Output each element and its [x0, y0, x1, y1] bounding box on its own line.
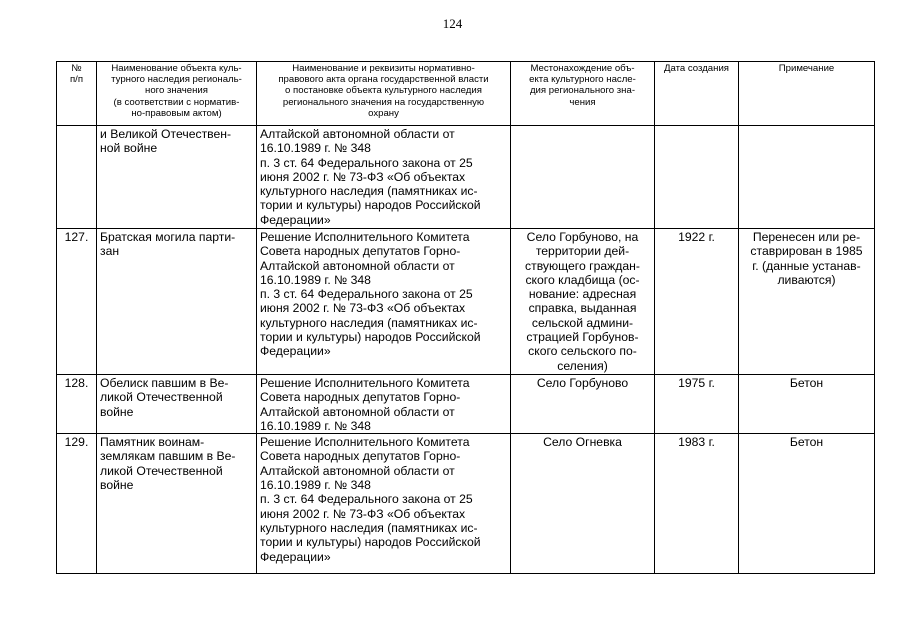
- text-line: Решение Исполнительного Комитета: [260, 435, 470, 450]
- text-line: страцией Горбунов-: [526, 330, 639, 345]
- legal-act: [257, 434, 511, 574]
- text-line: войне: [100, 478, 134, 493]
- text-line: ливаются): [777, 272, 836, 287]
- text-line: Решение Исполнительного Комитета: [260, 376, 470, 390]
- creation-date: 1975 г.: [655, 375, 739, 434]
- text-line: Дата создания: [663, 63, 729, 74]
- text-line: Наименование и реквизиты нормативно-: [292, 63, 475, 74]
- row-number: 128.: [57, 375, 97, 434]
- creation-date: [655, 126, 739, 229]
- text-line: культурного наследия (памятниках ис-: [260, 315, 478, 330]
- header-location: [511, 62, 655, 126]
- legal-act: [257, 375, 511, 434]
- text-line: ского кладбища (ос-: [525, 272, 640, 287]
- text-line: войне: [100, 404, 134, 419]
- object-name: [97, 229, 257, 375]
- location: [511, 434, 655, 574]
- text-line: Наименование объекта куль-: [111, 63, 242, 74]
- text-line: ликой Отечественной: [100, 463, 223, 478]
- text-line: Бетон: [789, 435, 824, 450]
- heritage-objects-table: [56, 61, 875, 574]
- text-line: тории и культуры) народов Российской: [260, 330, 481, 345]
- legal-act: [257, 126, 511, 229]
- row-number: 127.: [57, 229, 97, 375]
- text-line: Федерации»: [260, 344, 331, 359]
- text-line: Алтайской автономной области от: [260, 463, 455, 478]
- text-line: о постановке объекта культурного наследия: [285, 85, 482, 97]
- page-number: 124: [442, 16, 463, 31]
- header-object-name: [97, 62, 257, 126]
- header-creation-date: [655, 62, 739, 126]
- text-line: Бетон: [789, 376, 824, 390]
- text-line: тории и культуры) народов Российской: [260, 535, 481, 550]
- creation-date: 1983 г.: [655, 434, 739, 574]
- text-line: сельской админи-: [531, 315, 634, 330]
- text-line: ного значения: [145, 85, 208, 97]
- text-line: правового акта органа государственной власти: [278, 74, 489, 86]
- text-line: Федерации»: [260, 549, 331, 564]
- text-line: п. 3 ст. 64 Федерального закона от 25: [260, 287, 473, 302]
- object-name: [97, 375, 257, 434]
- text-line: Село Горбуново, на: [526, 230, 639, 244]
- table-row: [57, 434, 875, 574]
- text-line: Село Огневка: [543, 435, 622, 450]
- text-line: 16.10.1989 г. № 348: [260, 418, 371, 433]
- text-line: тории и культуры) народов Российской: [260, 198, 481, 213]
- note: [739, 126, 875, 229]
- creation-date: 1922 г.: [655, 229, 739, 375]
- text-line: культурного наследия (памятниках ис-: [260, 520, 478, 535]
- text-line: ского сельского по-: [528, 344, 637, 359]
- text-line: Село Горбуново: [536, 376, 629, 390]
- text-line: екта культурного насле-: [529, 74, 636, 86]
- text-line: чения: [569, 96, 596, 108]
- note: [739, 229, 875, 375]
- text-line: регионального значения на государственную: [282, 96, 485, 108]
- text-line: июня 2002 г. № 73-ФЗ «Об объектах: [260, 301, 466, 316]
- note: [739, 375, 875, 434]
- text-line: ной войне: [100, 141, 158, 156]
- text-line: Братская могила парти-: [100, 230, 236, 244]
- text-line: селения): [557, 358, 608, 373]
- row-number: 129.: [57, 434, 97, 574]
- table-row: [57, 375, 875, 434]
- text-line: Решение Исполнительного Комитета: [260, 230, 470, 244]
- text-line: июня 2002 г. № 73-ФЗ «Об объектах: [260, 169, 466, 184]
- text-line: Федерации»: [260, 212, 331, 227]
- note: [739, 434, 875, 574]
- text-line: июня 2002 г. № 73-ФЗ «Об объектах: [260, 506, 466, 521]
- text-line: и Великой Отечествен-: [100, 127, 232, 141]
- text-line: ставрирован в 1985: [750, 244, 863, 259]
- text-line: территории дей-: [535, 244, 630, 259]
- row-number: [57, 126, 97, 229]
- location: [511, 375, 655, 434]
- header-legal-act: [257, 62, 511, 126]
- text-line: ликой Отечественной: [100, 390, 223, 405]
- table-row: [57, 126, 875, 229]
- text-line: ствующего граждан-: [525, 258, 640, 273]
- text-line: Совета народных депутатов Горно-: [260, 244, 461, 259]
- text-line: справка, выданная: [528, 301, 637, 316]
- legal-act: [257, 229, 511, 375]
- text-line: Совета народных депутатов Горно-: [260, 449, 461, 464]
- text-line: зан: [100, 244, 120, 259]
- text-line: Памятник воинам-: [100, 435, 205, 450]
- location: [511, 126, 655, 229]
- text-line: п. 3 ст. 64 Федерального закона от 25: [260, 492, 473, 507]
- text-line: 16.10.1989 г. № 348: [260, 141, 371, 156]
- header-number: [57, 62, 97, 126]
- text-line: Перенесен или ре-: [752, 230, 861, 244]
- table-header-row: [57, 62, 875, 126]
- text-line: 16.10.1989 г. № 348: [260, 478, 371, 493]
- header-note: [739, 62, 875, 126]
- text-line: Обелиск павшим в Ве-: [100, 376, 229, 390]
- text-line: г. (данные устанав-: [752, 258, 861, 273]
- text-line: охрану: [368, 107, 399, 119]
- location: [511, 229, 655, 375]
- text-line: п/п: [69, 74, 84, 86]
- text-line: №: [71, 63, 82, 74]
- text-line: турного наследия региональ-: [111, 74, 242, 86]
- text-line: Совета народных депутатов Горно-: [260, 390, 461, 405]
- text-line: дия регионального зна-: [529, 85, 636, 97]
- text-line: (в соответствии с норматив-: [113, 96, 240, 108]
- text-line: Примечание: [778, 63, 835, 74]
- text-line: землякам павшим в Ве-: [100, 449, 236, 464]
- text-line: п. 3 ст. 64 Федерального закона от 25: [260, 155, 473, 170]
- text-line: но-правовым актом): [131, 107, 222, 119]
- text-line: Местонахождение объ-: [530, 63, 635, 74]
- object-name: [97, 126, 257, 229]
- text-line: Алтайской автономной области от: [260, 258, 455, 273]
- text-line: 16.10.1989 г. № 348: [260, 272, 371, 287]
- text-line: Алтайской автономной области от: [260, 404, 455, 419]
- table-row: [57, 229, 875, 375]
- object-name: [97, 434, 257, 574]
- text-line: Алтайской автономной области от: [260, 127, 455, 141]
- text-line: нование: адресная: [528, 287, 637, 302]
- text-line: культурного наследия (памятниках ис-: [260, 184, 478, 199]
